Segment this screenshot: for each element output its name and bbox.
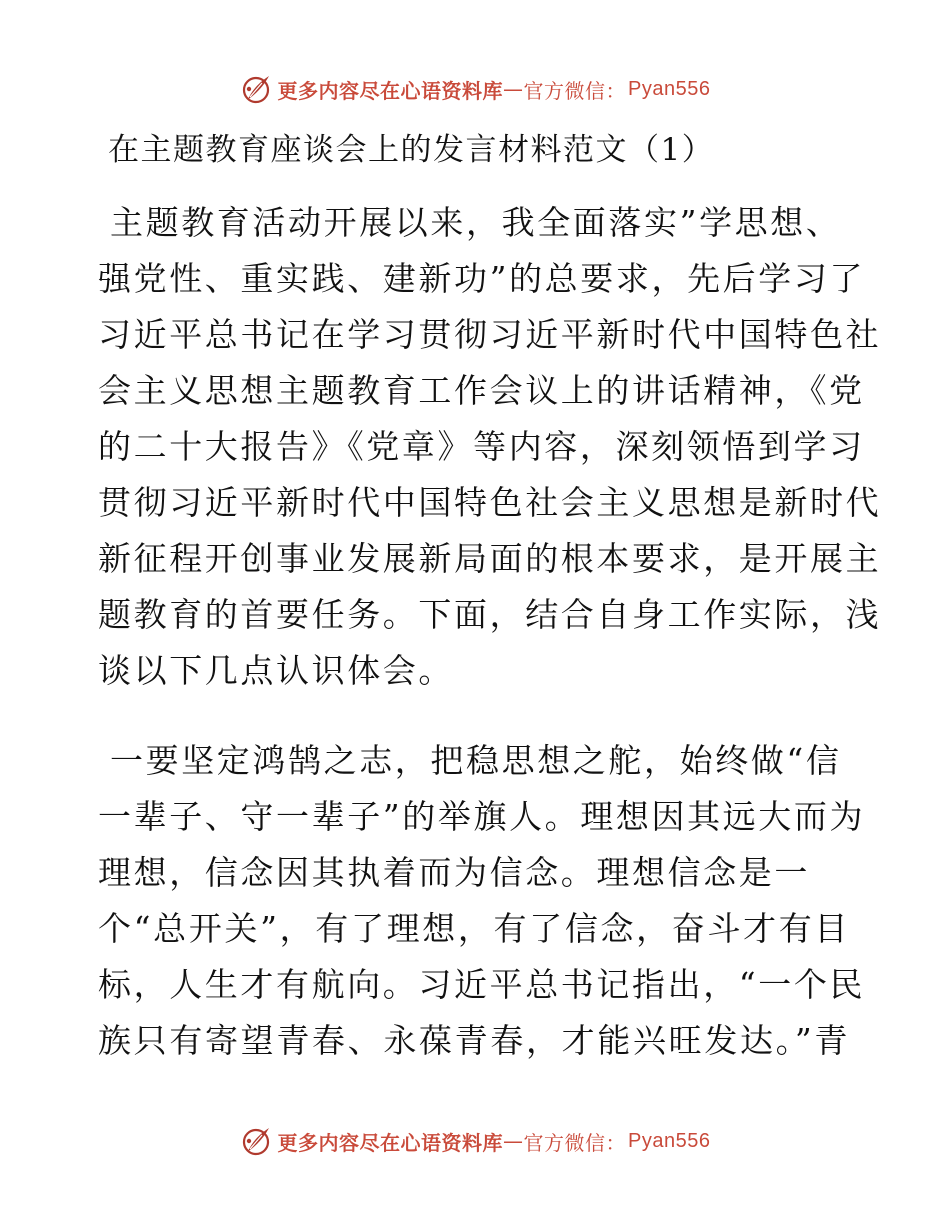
paragraph-line: 习近平总书记在学习贯彻习近平新时代中国特色社 bbox=[98, 315, 882, 354]
banner-wechat-id: Pyan556 bbox=[628, 1129, 711, 1152]
paragraph-line: 个“总开关”，有了理想，有了信念，奋斗才有目 bbox=[98, 909, 850, 948]
paragraph-line: 一要坚定鸿鹄之志，把稳思想之舵，始终做“信 bbox=[110, 741, 842, 780]
paragraph-line: 会主义思想主题教育工作会议上的讲话精神，《党 bbox=[98, 371, 865, 410]
paragraph-line: 谈以下几点认识体会。 bbox=[98, 651, 454, 690]
paragraph-line: 强党性、重实践、建新功”的总要求，先后学习了 bbox=[98, 259, 866, 298]
paragraph-line: 贯彻习近平新时代中国特色社会主义思想是新时代 bbox=[98, 483, 882, 522]
paragraph-line: 的二十大报告》《党章》等内容，深刻领悟到学习 bbox=[98, 427, 865, 466]
paragraph-line: 新征程开创事业发展新局面的根本要求，是开展主 bbox=[98, 539, 882, 578]
paragraph-line: 题教育的首要任务。下面，结合自身工作实际，浅 bbox=[98, 595, 882, 634]
banner-separator: — bbox=[503, 1129, 524, 1153]
banner-text: 更多内容尽在心语资料库 bbox=[277, 78, 504, 103]
feather-pen-logo-icon bbox=[240, 73, 272, 105]
paragraph-line: 理想，信念因其执着而为信念。理想信念是一 bbox=[98, 853, 810, 892]
paragraph-line: 一辈子、守一辈子”的举旗人。理想因其远大而为 bbox=[98, 797, 866, 836]
header-banner bbox=[0, 72, 950, 106]
feather-pen-logo-icon bbox=[240, 1125, 272, 1157]
banner-text: 更多内容尽在心语资料库 bbox=[277, 1130, 504, 1155]
banner-wechat-label: 官方微信： bbox=[523, 78, 627, 103]
paragraph-line: 族只有寄望青春、永葆青春，才能兴旺发达。”青 bbox=[98, 1021, 850, 1060]
paragraph-2 bbox=[98, 733, 866, 1069]
paragraph-line: 主题教育活动开展以来，我全面落实”学思想、 bbox=[110, 203, 842, 242]
footer-banner bbox=[0, 1124, 950, 1158]
banner-wechat-id: Pyan556 bbox=[628, 77, 711, 100]
banner-wechat-label: 官方微信： bbox=[523, 1130, 627, 1155]
paragraph-line: 标，人生才有航向。习近平总书记指出，“一个民 bbox=[98, 965, 866, 1004]
document-title: 在主题教育座谈会上的发言材料范文（1） bbox=[108, 132, 715, 168]
banner-separator: — bbox=[503, 77, 524, 101]
paragraph-1 bbox=[98, 195, 882, 699]
